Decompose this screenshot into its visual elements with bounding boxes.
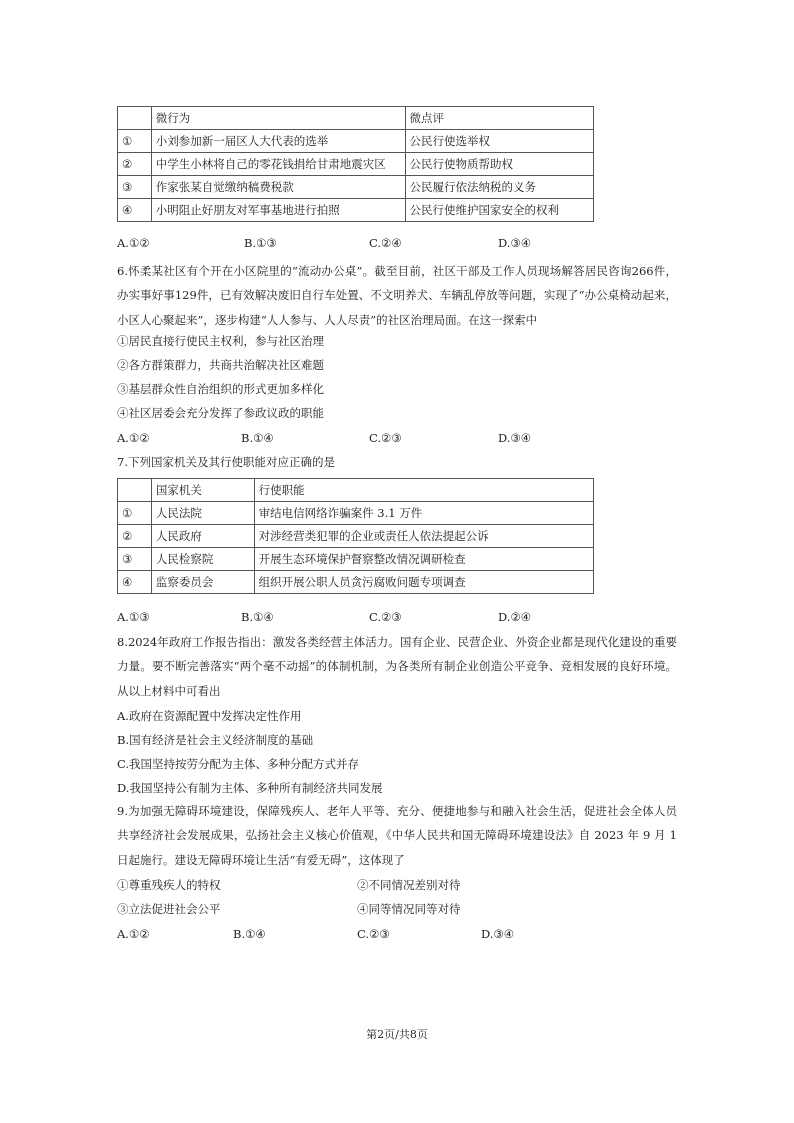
option-c: C.②③ [369,610,402,624]
q8-option-b: B.国有经济是社会主义经济制度的基础 [117,733,314,747]
q9-statement: ①尊重残疾人的特权 [117,878,221,892]
table-cell: ① [118,502,152,525]
table-cell: ③ [118,548,152,571]
table-cell: 中学生小林将自己的零花钱捐给甘肃地震灾区 [151,153,405,176]
table-cell [118,107,152,130]
option-c: C.②④ [369,236,402,250]
table-cell: 作家张某自觉缴纳稿费税款 [151,176,405,199]
table-row [118,130,594,153]
table-cell: 公民行使选举权 [405,130,594,153]
q9-stem: 9.为加强无障碍环境建设，保障残疾人、老年人平等、充分、便捷地参与和融入社会生活，促进社会全体人员共享经济社会发展成果，弘扬社会主义核心价值观，《中华人民共和国无障碍环境建设法》自 2023 年 9 月 1 日起施行。建设无障碍环境让生活“有爱无碍”，这体现了 [117,804,677,867]
table-cell: ② [118,525,152,548]
q7-table-header [118,479,594,502]
q9-statement: ④同等情况同等对待 [357,902,461,916]
table-cell: 开展生态环境保护督察整改情况调研检查 [254,548,593,571]
option-b: B.①④ [241,610,274,624]
table-cell: ④ [118,571,152,594]
option-b: B.①④ [233,927,266,941]
table-cell: 人民法院 [151,502,254,525]
q7-table [117,478,594,594]
option-d: D.③④ [498,236,532,250]
q9-statement: ③立法促进社会公平 [117,902,221,916]
q9-statement: ②不同情况差别对待 [357,878,461,892]
table-row [118,176,594,199]
q8-option-a: A.政府在资源配置中发挥决定性作用 [117,709,302,723]
table-cell: 微行为 [151,107,405,130]
option-a: A.①③ [117,610,150,624]
option-a: A.①② [117,236,150,250]
q7-stem: 7.下列国家机关及其行使职能对应正确的是 [117,455,335,469]
table-cell: 人民检察院 [151,548,254,571]
table-row [118,199,594,222]
table-cell: 国家机关 [151,479,254,502]
q6-statement: ①居民直接行使民主权利，参与社区治理 [117,334,324,348]
table-cell: 小刘参加新一届区人大代表的选举 [151,130,405,153]
table-cell: ② [118,153,152,176]
table-row [118,502,594,525]
table-cell: 公民行使物质帮助权 [405,153,594,176]
option-d: D.③④ [481,927,515,941]
table-row [118,525,594,548]
option-c: C.②③ [357,927,390,941]
table-cell: ① [118,130,152,153]
table-row [118,153,594,176]
option-d: D.②④ [498,610,532,624]
option-a: A.①② [117,927,150,941]
q6-stem: 6.怀柔某社区有个开在小区院里的“流动办公桌”。截至目前，社区干部及工作人员现场解答居民咨询266件，办实事好事129件，已有效解决废旧自行车处置、不文明养犬、车辆乱停放等问题，实现了“办公桌椅动起来，小区人心聚起来”，逐步构建“人人参与、人人尽责”的社区治理局面。在这一探索中 [117,264,677,327]
table-cell: ③ [118,176,152,199]
option-d: D.③④ [498,431,532,445]
option-c: C.②③ [369,431,402,445]
q6-statement: ②各方群策群力，共商共治解决社区难题 [117,358,324,372]
q8-option-c: C.我国坚持按劳分配为主体、多种分配方式并存 [117,757,360,771]
table-cell: 公民履行依法纳税的义务 [405,176,594,199]
table-cell: 公民行使维护国家安全的权利 [405,199,594,222]
table-cell: 组织开展公职人员贪污腐败问题专项调查 [254,571,593,594]
table-cell: 小明阻止好朋友对军事基地进行拍照 [151,199,405,222]
q6-statement: ④社区居委会充分发挥了参政议政的职能 [117,406,324,420]
table-cell: ④ [118,199,152,222]
table-cell [118,479,152,502]
q8-option-d: D.我国坚持公有制为主体、多种所有制经济共同发展 [117,781,383,795]
table-row [118,548,594,571]
table-cell: 人民政府 [151,525,254,548]
q8-stem: 8.2024年政府工作报告指出：激发各类经营主体活力。国有企业、民营企业、外资企业都是现代化建设的重要力量。要不断完善落实“两个毫不动摇”的体制机制，为各类所有制企业创造公平竞争、竞相发展的良好环境。从以上材料中可看出 [117,635,677,698]
page-footer: 第2页/共8页 [366,1028,428,1041]
option-b: B.①④ [241,431,274,445]
q6-statement: ③基层群众性自治组织的形式更加多样化 [117,382,324,396]
table-cell: 对涉经营类犯罪的企业或责任人依法提起公诉 [254,525,593,548]
table-cell: 行使职能 [254,479,593,502]
table-row [118,571,594,594]
option-b: B.①③ [244,236,277,250]
table-cell: 审结电信网络诈骗案件 3.1 万件 [254,502,593,525]
q5-table [117,106,594,222]
option-a: A.①② [117,431,150,445]
q5-table-header [118,107,594,130]
table-cell: 监察委员会 [151,571,254,594]
table-cell: 微点评 [405,107,594,130]
